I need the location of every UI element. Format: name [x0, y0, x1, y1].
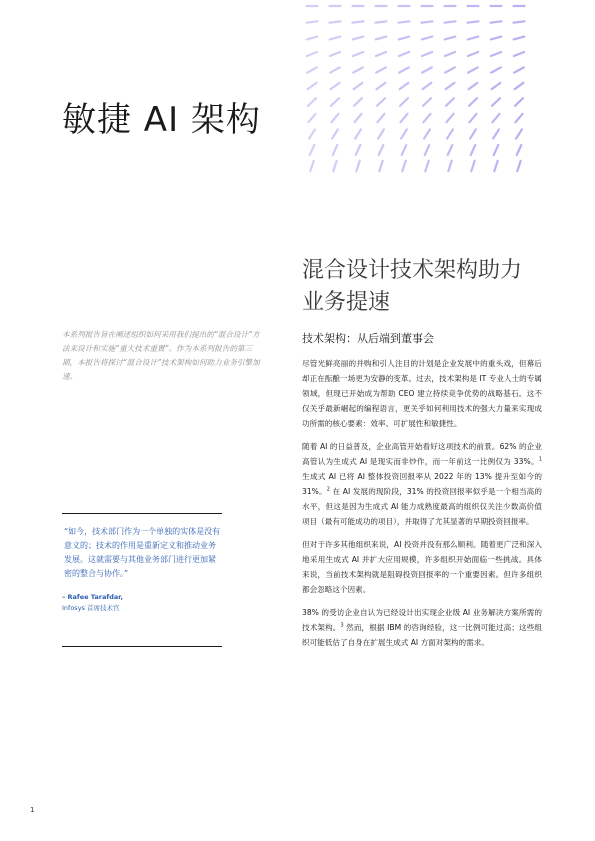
paragraph [302, 439, 542, 529]
pattern-dash [333, 145, 338, 155]
pattern-dash [446, 83, 455, 89]
pattern-dash [308, 98, 316, 106]
pattern-dash [376, 67, 386, 72]
pattern-dash [445, 37, 456, 40]
pull-quote [62, 513, 222, 647]
pattern-dash [516, 129, 522, 138]
pattern-dash [400, 83, 409, 89]
pattern-dash [332, 114, 339, 122]
pattern-dash [353, 67, 363, 72]
pattern-dash [356, 145, 361, 155]
pattern-dash [468, 52, 478, 56]
pattern-dash [399, 67, 409, 72]
pattern-dash [377, 83, 386, 89]
pattern-dash [307, 21, 318, 22]
pattern-dash [376, 37, 387, 40]
pattern-dash [330, 67, 340, 72]
pattern-dash [307, 37, 318, 40]
pattern-dash [377, 98, 385, 106]
pattern-dash [425, 145, 430, 155]
paragraph [302, 605, 542, 650]
pattern-dash [354, 98, 362, 106]
pattern-dash [491, 37, 502, 40]
pattern-dash [514, 21, 525, 22]
pattern-dash [514, 37, 525, 40]
footnote-ref: 3 [340, 622, 344, 629]
section-title: 混合设计技术架构助力业务提速 [302, 258, 523, 315]
pattern-dash [402, 161, 405, 171]
pattern-dash [378, 129, 384, 138]
pattern-dash [379, 145, 384, 155]
pattern-dash [445, 21, 456, 22]
pattern-dash [355, 129, 361, 138]
page-number: 1 [30, 806, 35, 814]
pattern-dash [399, 52, 409, 56]
pattern-dash [515, 83, 524, 89]
pattern-dash [445, 67, 455, 72]
footnote-ref: 1 [538, 456, 542, 463]
pattern-dash [376, 52, 386, 56]
body-text [302, 356, 542, 658]
pattern-dash [401, 114, 408, 122]
pattern-dash [446, 98, 454, 106]
series-intro: 本系列报告旨在阐述组织如何采用我们提出的“混合设计”方法来设计和实施“重大技术重置”。作为本系列报告的第三期，本报告将探讨“混合设计”技术架构如何助力业务引擎加速。 [62, 330, 260, 381]
pattern-dash [422, 37, 433, 40]
pattern-dash [308, 83, 317, 89]
pattern-dash [310, 161, 313, 171]
pattern-dash [399, 21, 410, 22]
pattern-dash [468, 67, 478, 72]
pattern-dash [516, 114, 523, 122]
pattern-dash [492, 98, 500, 106]
pattern-dash [424, 129, 430, 138]
pattern-dash [491, 21, 502, 22]
pattern-dash [330, 52, 340, 56]
pattern-dash [517, 161, 520, 171]
pattern-dash [493, 129, 499, 138]
pattern-dash [356, 161, 359, 171]
pattern-dash [331, 83, 340, 89]
pattern-dash [468, 37, 479, 40]
pattern-dash [517, 145, 522, 155]
pattern-dash [469, 83, 478, 89]
pattern-dash [494, 145, 499, 155]
pattern-dash [400, 98, 408, 106]
pattern-dash [333, 161, 336, 171]
pattern-dash [378, 114, 385, 122]
decorative-dash-pattern [300, 0, 540, 180]
pattern-dash [424, 114, 431, 122]
pattern-dash [422, 52, 432, 56]
pattern-dash [307, 67, 317, 72]
pattern-dash [310, 145, 315, 155]
pattern-dash [494, 161, 497, 171]
pattern-dash [330, 37, 341, 40]
pattern-dash [447, 114, 454, 122]
pattern-dash [376, 21, 387, 22]
pattern-dash [332, 129, 338, 138]
pattern-dash [471, 145, 476, 155]
pattern-dash [448, 145, 453, 155]
pattern-dash [422, 67, 432, 72]
pattern-dash [493, 114, 500, 122]
pattern-dash [401, 129, 407, 138]
pattern-dash [514, 67, 524, 72]
text-run: 生成式 AI 已将 AI 整体投资回报率从 2022 年的 13% 提升至如今的 31%。 [302, 472, 542, 496]
quote-text: “如今，技术部门作为一个单独的实体是没有意义的；技术的作用是重新定义和推动业务发展。这就需要与其他业务部门进行更加紧密的整合与协作。” [64, 527, 221, 578]
pattern-dash [491, 67, 501, 72]
pattern-dash [402, 145, 407, 155]
text-run: 随着 AI 的日益普及，企业高管开始看好这项技术的前景。62% 的企业高管认为生成式 AI 是现实而非炒作，而一年前这一比例仅为 33%。 [302, 442, 542, 466]
pattern-dash [399, 37, 410, 40]
pattern-dash [307, 52, 317, 56]
pattern-dash [425, 161, 428, 171]
pattern-dash [379, 161, 382, 171]
paragraph: 尽管光鲜亮丽的并购和引人注目的计划是企业发展中的重头戏，但幕后却正在酝酿一场更为安静的变革。过去，技术架构是 IT 专业人士的专属领域，但现已开始成为帮助 CEO 建立持续竞争优势的战略基石。这不仅关乎最新崛起的编程语言，更关乎如何利用技术的强大力量来实现成功所需的核心要素：效率、可扩展性和敏捷性。 [302, 359, 542, 428]
pattern-dash [309, 129, 315, 138]
text-run: 在 AI 发展的现阶段，31% 的投资回报率似乎是一个相当高的水平，但这是因为生成式 AI 能力成熟度最高的组织仅关注少数高价值项目（最有可能成功的项目），并取得了尤其显著的早期投资回报率。 [302, 487, 542, 526]
footnote-ref: 2 [326, 486, 330, 493]
pattern-dash [331, 98, 339, 106]
pattern-dash [492, 83, 501, 89]
pattern-dash [470, 129, 476, 138]
pattern-dash [353, 21, 364, 22]
text-run: 然而，根据 IBM 的咨询经验，这一比例可能过高；这些组织可能低估了自身在扩展生成式 AI 方面对架构的需求。 [302, 623, 543, 647]
pattern-dash [468, 21, 479, 22]
pattern-dash [423, 98, 431, 106]
paragraph: 但对于许多其他组织来说，AI 投资并没有那么顺利。随着更广泛和深入地采用生成式 AI 并扩大应用规模，许多组织开始面临一些挑战。具体来说，当前技术架构就是阻碍投资回报率的一个重要因素。但许多组织都会忽略这个因素。 [302, 540, 542, 594]
pattern-dash [447, 129, 453, 138]
pattern-dash [470, 114, 477, 122]
quote-author-role: Infosys 首席技术官 [62, 604, 120, 612]
quote-author: – Rafee Tarafdar, [62, 593, 123, 601]
pattern-dash [309, 114, 316, 122]
pattern-dash [514, 52, 524, 56]
pattern-dash [471, 161, 474, 171]
pattern-dash [422, 21, 433, 22]
pattern-dash [491, 52, 501, 56]
pattern-dash [515, 98, 523, 106]
pattern-dash [353, 52, 363, 56]
pattern-dash [445, 52, 455, 56]
text-run: 38% 的受访企业自认为已经设计出实现企业级 AI 业务解决方案所需的技术架构。 [302, 608, 542, 632]
pattern-dash [355, 114, 362, 122]
pattern-dash [423, 83, 432, 89]
page-title: 敏捷 AI 架构 [62, 100, 261, 140]
pattern-dash [469, 98, 477, 106]
pattern-dash [448, 161, 451, 171]
pattern-dash [354, 83, 363, 89]
pattern-dash [353, 37, 364, 40]
section-subtitle: 技术架构：从后端到董事会 [302, 332, 434, 345]
pattern-dash [330, 21, 341, 22]
